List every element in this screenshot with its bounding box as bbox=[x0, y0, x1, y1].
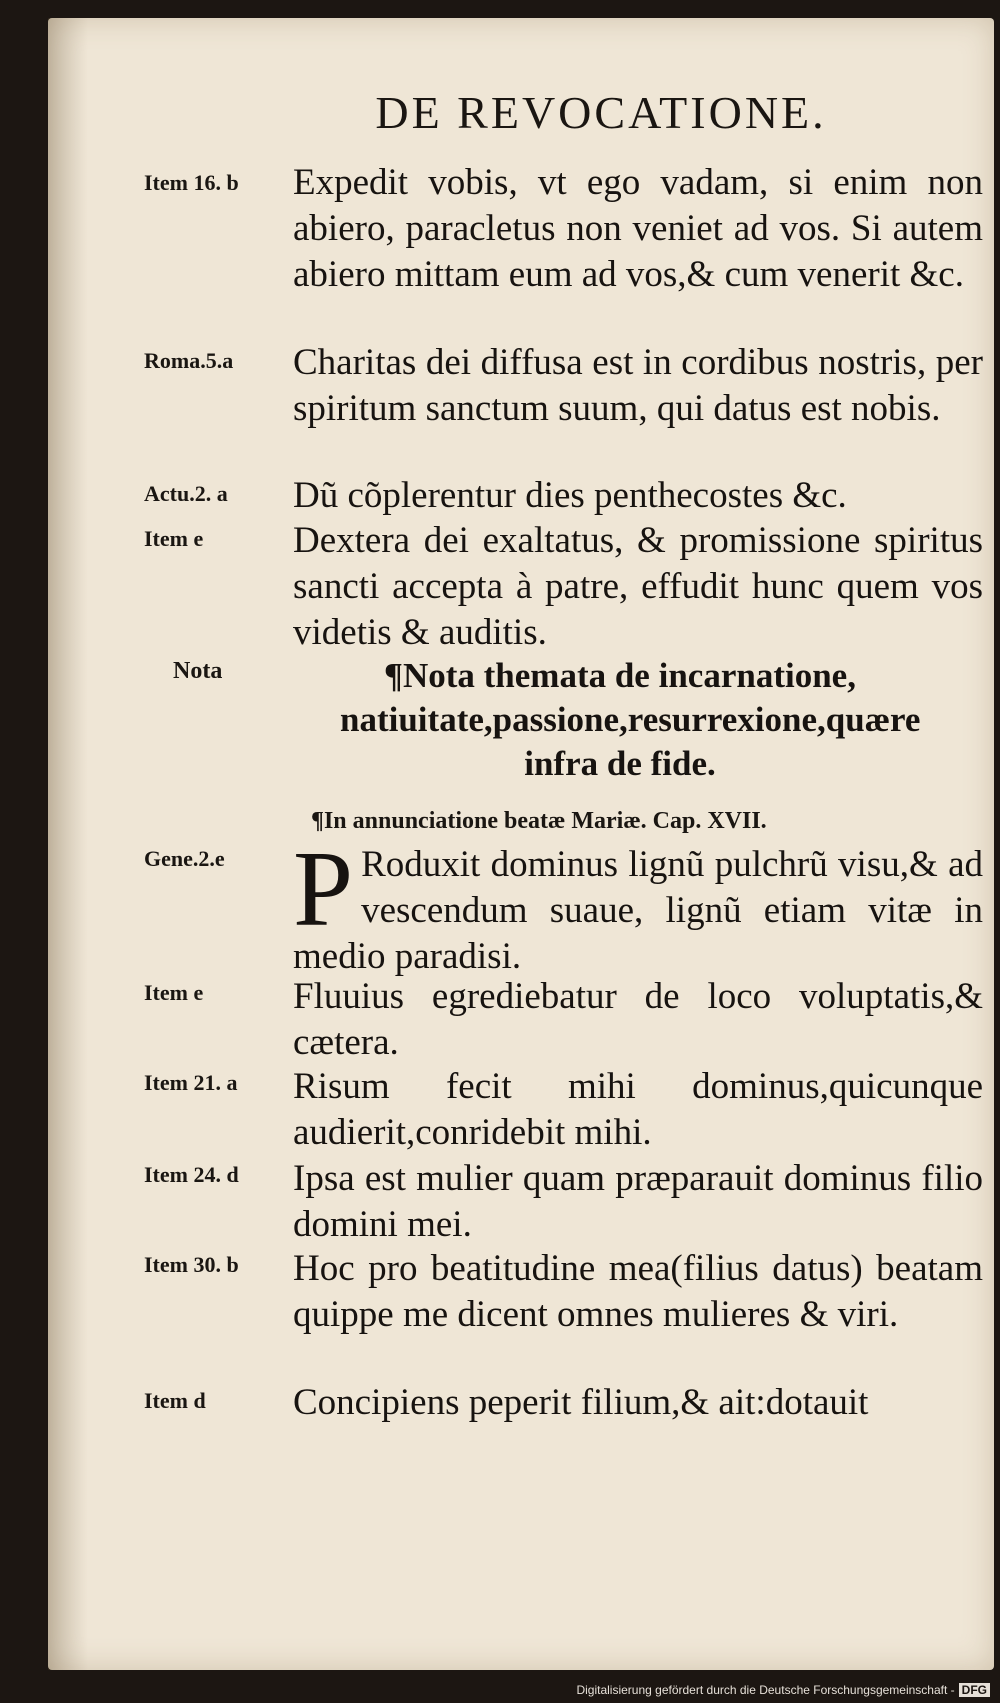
entry-text: Charitas dei diffusa est in cordibus nostris, per spiritum sanctum suum, qui datus est nobis. bbox=[293, 342, 983, 429]
margin-reference: Item d bbox=[144, 1388, 206, 1413]
running-title: DE REVOCATIONE. bbox=[375, 87, 827, 138]
entry-text bbox=[293, 830, 983, 980]
nota-text: ¶Nota themata de incarnatione, natiuitate,passione,resurrexione,quære infra de fide. bbox=[340, 656, 921, 783]
drop-capital: P bbox=[293, 830, 354, 949]
entry-text: Dũ cõplerentur dies penthecostes &c. bbox=[293, 475, 847, 516]
entry-text: Ipsa est mulier quam præparauit dominus filio domini mei. bbox=[293, 1158, 983, 1245]
entry-text-body: Roduxit dominus lignũ pulchrũ visu,& ad vescendum suaue, lignũ etiam vitæ in medio paradisi. bbox=[293, 844, 983, 977]
margin-reference: Actu.2. a bbox=[144, 481, 228, 506]
book-page bbox=[48, 18, 994, 1670]
entry-text: Expedit vobis, vt ego vadam, si enim non abiero, paracletus non veniet ad vos. Si autem abiero mittam eum ad vos,& cum venerit &c. bbox=[293, 162, 983, 295]
entry-text-body: Concipiens peperit filium,& ait:dotauit bbox=[293, 1382, 869, 1423]
dfg-badge: DFG bbox=[959, 1683, 990, 1697]
margin-reference: Nota bbox=[173, 658, 223, 684]
chapter-heading: ¶In annunciatione beatæ Mariæ. Cap. XVII. bbox=[311, 808, 767, 834]
margin-reference: Item 16. b bbox=[144, 170, 239, 195]
margin-reference: Item e bbox=[144, 526, 204, 551]
credit-text: Digitalisierung gefördert durch die Deutsche Forschungsgemeinschaft - bbox=[576, 1683, 955, 1697]
digitization-credit bbox=[576, 1683, 990, 1697]
entry-text bbox=[293, 1380, 983, 1426]
entry-text: Hoc pro beatitudine mea(filius datus) beatam quippe me dicent omnes mulieres & viri. bbox=[293, 1248, 983, 1335]
entry-text: Risum fecit mihi dominus,quicunque audierit,conridebit mihi. bbox=[293, 1066, 983, 1153]
margin-reference: Roma.5.a bbox=[144, 348, 234, 373]
margin-reference: Item 24. d bbox=[144, 1162, 239, 1187]
entry-text: Dextera dei exaltatus, & promissione spiritus sancti accepta à patre, effudit hunc quem vos videtis & auditis. bbox=[293, 520, 983, 653]
margin-reference: Item 30. b bbox=[144, 1252, 239, 1277]
entry-text: Fluuius egrediebatur de loco voluptatis,& cætera. bbox=[293, 976, 983, 1063]
margin-reference: Gene.2.e bbox=[144, 846, 225, 871]
margin-reference: Item 21. a bbox=[144, 1070, 238, 1095]
margin-reference: Item e bbox=[144, 980, 204, 1005]
